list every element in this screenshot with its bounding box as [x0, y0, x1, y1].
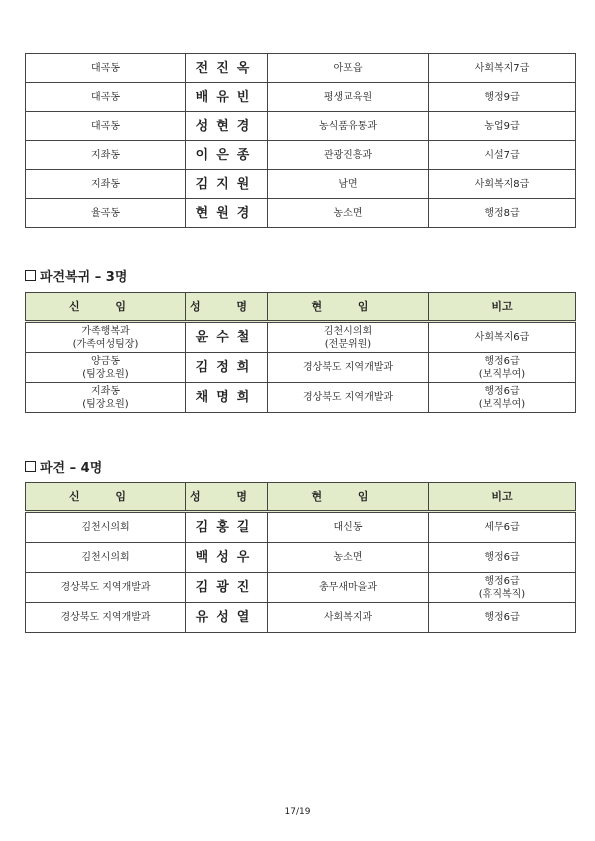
grade: 행정6급: [484, 385, 520, 397]
table-row: [26, 573, 576, 603]
personnel-table-dispatch: [25, 482, 576, 633]
post-note: (가족여성팀장): [72, 338, 139, 350]
new-post: 김천시의회: [26, 543, 186, 573]
remarks: 행정6급: [429, 603, 576, 633]
table-row: [26, 141, 576, 170]
remarks: [429, 322, 576, 353]
post-line: 지좌동: [91, 385, 120, 397]
personnel-table-1: [25, 53, 576, 228]
remarks: 농업9급: [429, 112, 576, 141]
table-row: [26, 603, 576, 633]
post-line: 가족행복과: [81, 325, 130, 337]
person-name: 이은종: [186, 141, 268, 170]
table-row: [26, 383, 576, 413]
new-post: 대곡동: [26, 54, 186, 83]
checkbox-square-icon: [25, 270, 36, 281]
table-row: [26, 199, 576, 228]
page-number: 17/19: [284, 807, 311, 817]
remarks: 행정6급: [429, 543, 576, 573]
person-name: 현원경: [186, 199, 268, 228]
section-title: 파견 – 4명: [40, 461, 103, 476]
table-row: [26, 112, 576, 141]
header-new-post: 신 임: [26, 293, 186, 322]
remarks: [429, 353, 576, 383]
section-heading-dispatch: [25, 457, 102, 476]
section-title: 파견복귀 – 3명: [40, 270, 128, 285]
new-post: 율곡동: [26, 199, 186, 228]
table-row: [26, 543, 576, 573]
current-post: 농소면: [268, 199, 429, 228]
current-post: 남면: [268, 170, 429, 199]
remarks: 세무6급: [429, 512, 576, 543]
current-post: 평생교육원: [268, 83, 429, 112]
person-name: 성현경: [186, 112, 268, 141]
new-post: [26, 383, 186, 413]
personnel-table-return: [25, 292, 576, 413]
header-name: 성 명: [186, 483, 268, 512]
person-name: 배유빈: [186, 83, 268, 112]
header-new-post: 신 임: [26, 483, 186, 512]
new-post: 경상북도 지역개발과: [26, 603, 186, 633]
post-line: 양금동: [91, 355, 120, 367]
new-post: 지좌동: [26, 141, 186, 170]
person-name: 유성열: [186, 603, 268, 633]
table-row: [26, 54, 576, 83]
current-post: [268, 322, 429, 353]
person-name: 김홍길: [186, 512, 268, 543]
remarks: 행정9급: [429, 83, 576, 112]
remarks: [429, 383, 576, 413]
remarks: 행정8급: [429, 199, 576, 228]
new-post: 지좌동: [26, 170, 186, 199]
checkbox-square-icon: [25, 461, 36, 472]
post-note: (팀장요원): [82, 398, 129, 410]
current-post: 농식품유통과: [268, 112, 429, 141]
table-row: [26, 322, 576, 353]
header-current-post: 현 임: [268, 483, 429, 512]
grade: 행정6급: [484, 355, 520, 367]
current-post: [268, 383, 429, 413]
post-note: (팀장요원): [82, 368, 129, 380]
current-post: 총무새마을과: [268, 573, 429, 603]
person-name: 김지원: [186, 170, 268, 199]
header-remarks: 비고: [429, 483, 576, 512]
header-row: [26, 483, 576, 512]
person-name: 윤수철: [186, 322, 268, 353]
remarks: 사회복지7급: [429, 54, 576, 83]
new-post: [26, 353, 186, 383]
post-line: 김천시의회: [323, 325, 373, 337]
current-post: 농소면: [268, 543, 429, 573]
remarks: [429, 573, 576, 603]
post-line: 경상북도 지역개발과: [302, 392, 394, 403]
current-post: 아포읍: [268, 54, 429, 83]
header-remarks: 비고: [429, 293, 576, 322]
current-post: [268, 353, 429, 383]
header-name: 성 명: [186, 293, 268, 322]
new-post: 대곡동: [26, 112, 186, 141]
remarks: 사회복지8급: [429, 170, 576, 199]
new-post: [26, 322, 186, 353]
post-note: (전문위원): [324, 338, 372, 350]
table-row: [26, 170, 576, 199]
table-row: [26, 353, 576, 383]
table-row: [26, 83, 576, 112]
table-row: [26, 512, 576, 543]
current-post: 관광진흥과: [268, 141, 429, 170]
person-name: 전진옥: [186, 54, 268, 83]
current-post: 사회복지과: [268, 603, 429, 633]
header-row: [26, 293, 576, 322]
new-post: 대곡동: [26, 83, 186, 112]
new-post: 경상북도 지역개발과: [26, 573, 186, 603]
remarks: 시설7급: [429, 141, 576, 170]
grade: 사회복지6급: [474, 332, 530, 343]
section-heading-return: [25, 266, 127, 285]
grade: 행정6급: [484, 575, 520, 587]
remark-note: (보직부여): [478, 368, 526, 380]
post-line: 경상북도 지역개발과: [302, 362, 394, 373]
header-current-post: 현 임: [268, 293, 429, 322]
person-name: 김정희: [186, 353, 268, 383]
current-post: 대신동: [268, 512, 429, 543]
person-name: 백성우: [186, 543, 268, 573]
new-post: 김천시의회: [26, 512, 186, 543]
remark-note: (휴직복직): [478, 588, 526, 600]
person-name: 김광진: [186, 573, 268, 603]
remark-note: (보직부여): [478, 398, 526, 410]
person-name: 채명희: [186, 383, 268, 413]
